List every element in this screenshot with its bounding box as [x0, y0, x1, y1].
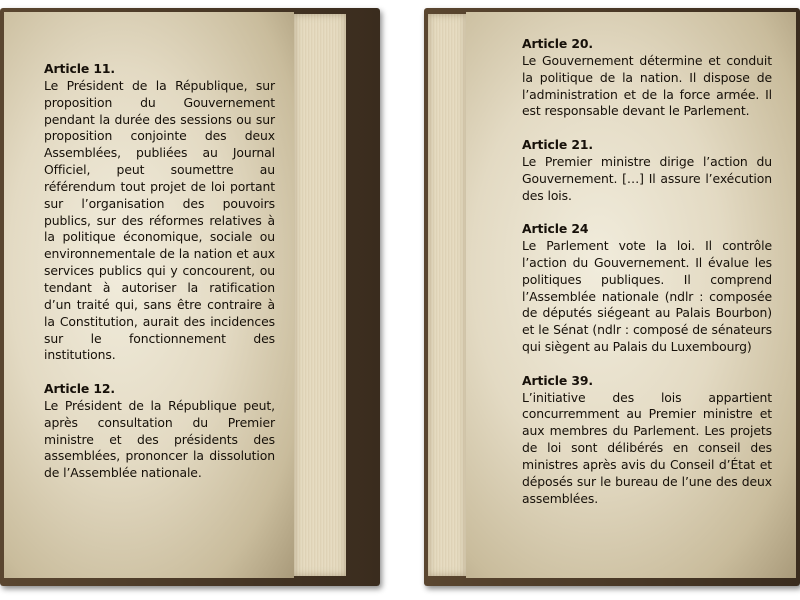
right-book-page-edges: [428, 14, 466, 576]
article-body: Le Président de la République peut, après consultation du Premier ministre et des présidents des assemblées, prononcer la dissolution de l’Assemblée nationale.: [44, 397, 275, 481]
article-title: Article 39.: [522, 372, 594, 388]
right-page-text: [522, 36, 772, 524]
article-24: [522, 221, 772, 356]
article-body: Le Président de la République, sur proposition du Gouvernement pendant la durée des sessions ou sur proposition conjointe des deux Assemblées, publiées au Journal Officiel, peut soumettre au référendum tout projet de loi portant sur l’organisation des pouvoirs publics, sur des réformes relatives à la politique économique, sociale ou environnementale de la nation et aux services publics qui y concourent, ou tendant à autoriser la ratification d’un traité qui, sans être contraire à la Constitution, aurait des incidences sur le fonctionnement des institutions.: [44, 77, 275, 363]
article-title: Article 24: [522, 221, 589, 237]
article-12: [44, 381, 275, 482]
article-body: Le Premier ministre dirige l’action du Gouvernement. […] Il assure l’exécution des lois.: [522, 153, 772, 203]
left-page-text: [44, 61, 275, 499]
article-title: Article 20.: [522, 36, 594, 51]
article-title: Article 21.: [522, 137, 594, 153]
article-title: Article 12.: [44, 380, 116, 396]
article-11: [44, 61, 275, 364]
article-21: [522, 137, 772, 204]
article-39: [522, 373, 772, 508]
left-book-page-edges: [294, 14, 346, 576]
article-body: L’initiative des lois appartient concurremment au Premier ministre et aux membres du Parlement. Les projets de loi sont délibérés en conseil des ministres après avis du Conseil d’État et déposés sur le bureau de l’une des deux assemblées.: [522, 389, 772, 506]
article-title: Article 11.: [44, 61, 116, 76]
article-20: [522, 36, 772, 120]
article-body: Le Gouvernement détermine et conduit la politique de la nation. Il dispose de l’administration et de la force armée. Il est responsable devant le Parlement.: [522, 52, 772, 119]
article-body: Le Parlement vote la loi. Il contrôle l’action du Gouvernement. Il évalue les politiques publiques. Il comprend l’Assemblée nationale (ndlr : composée de députés siégeant au Palais Bourbon) et le Sénat (ndlr : composé de sénateurs qui siègent au Palais du Luxembourg): [522, 238, 772, 355]
